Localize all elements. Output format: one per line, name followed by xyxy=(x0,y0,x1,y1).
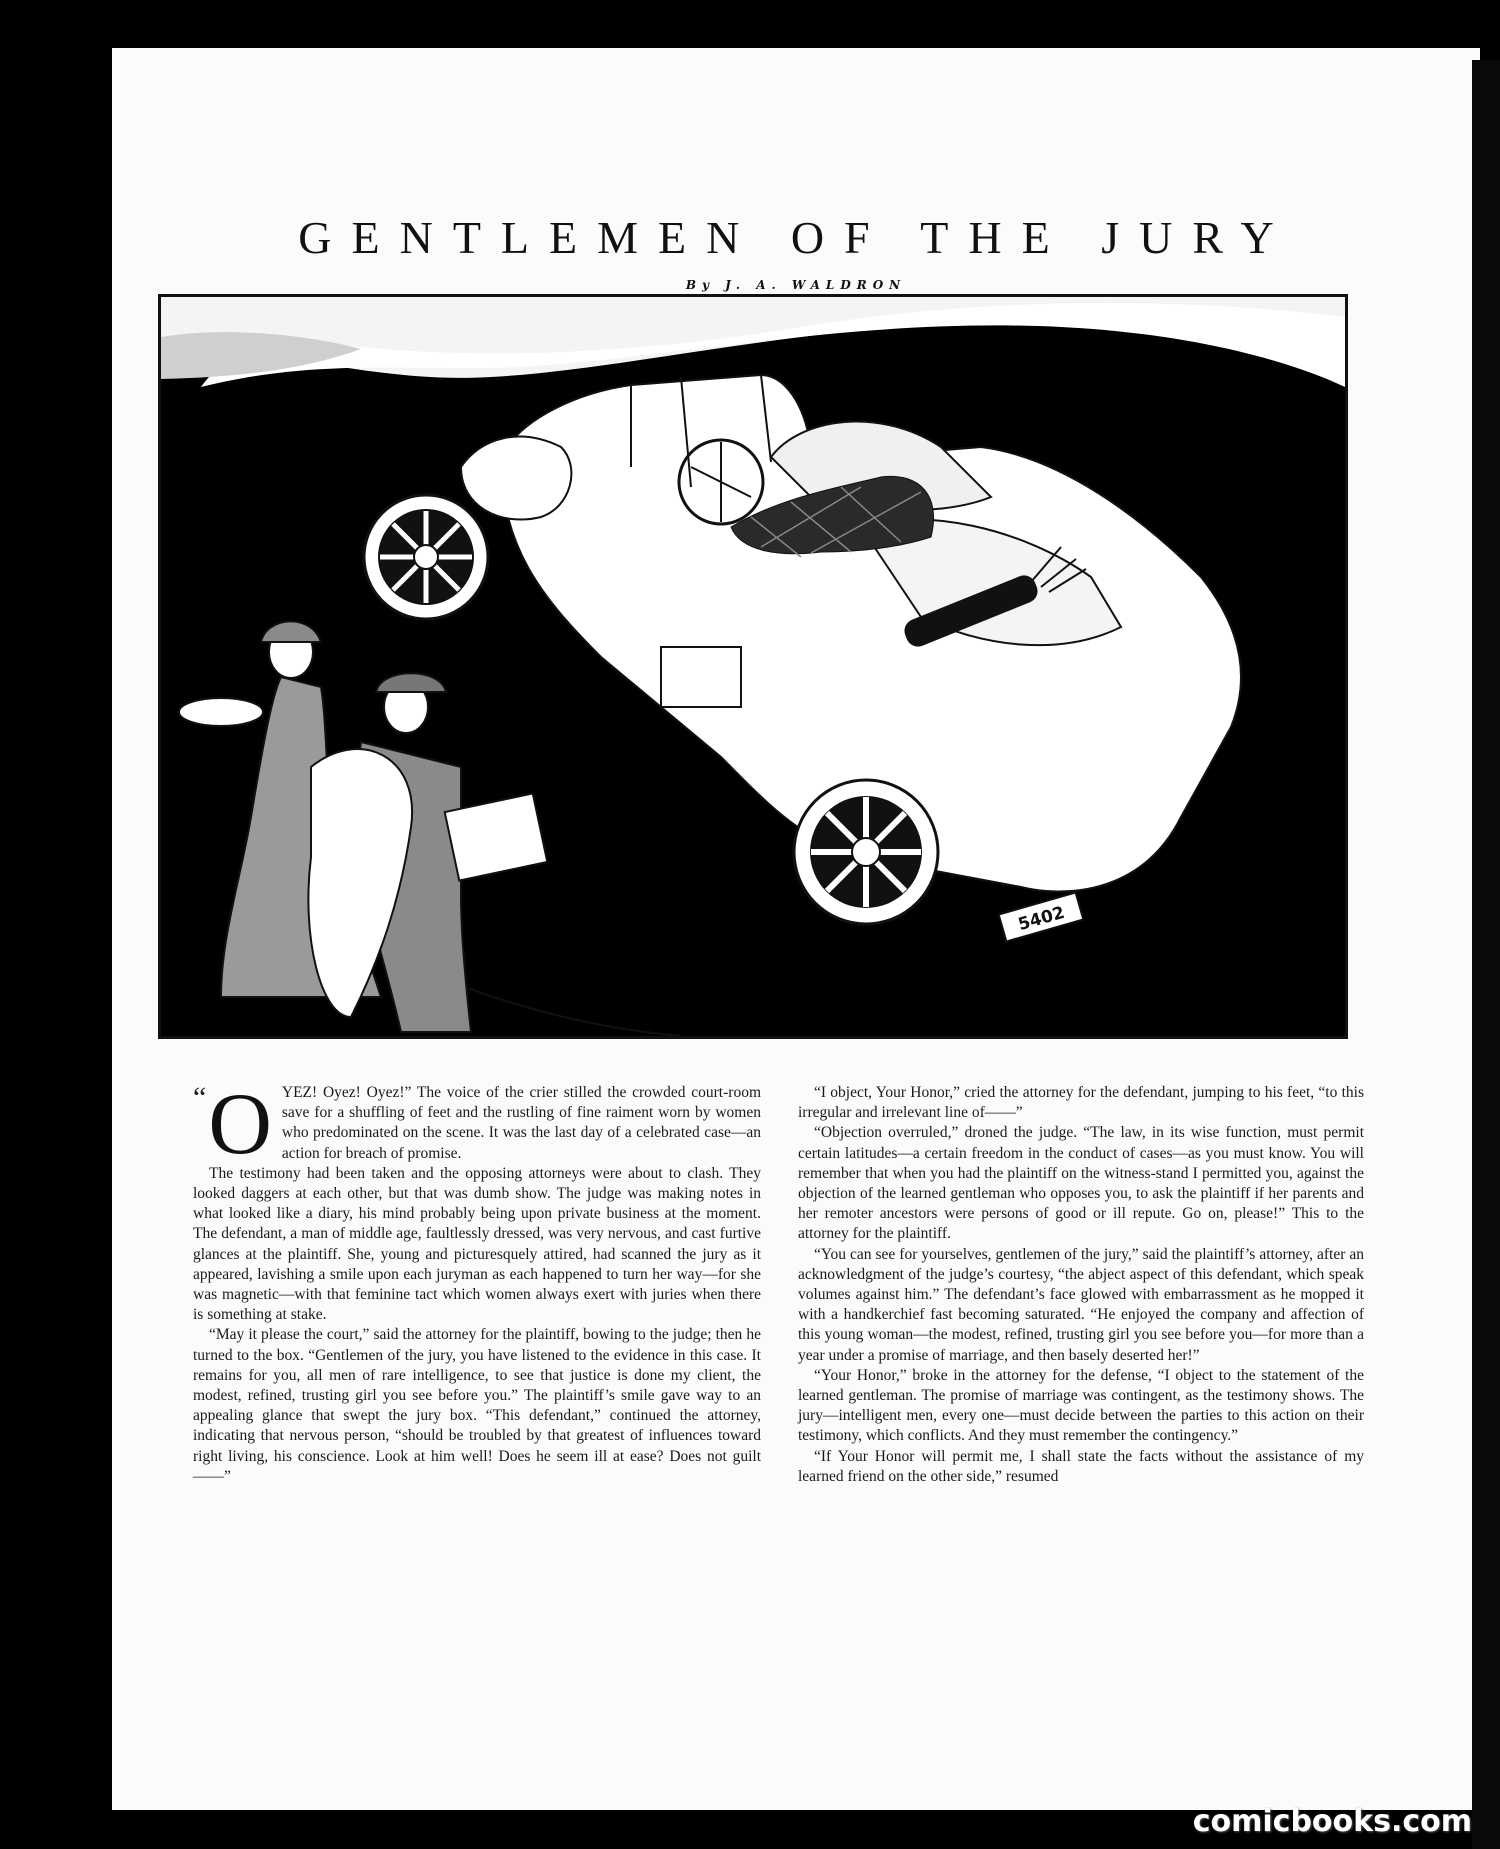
opening-quote: “ xyxy=(193,1081,207,1114)
article-paragraph: “Your Honor,” broke in the attorney for the defense, “I object to the statement of the learned gentleman. The promise of marriage was contingent, as the testimony shows. The jury—intelligent men, every one—must decide between the parties to this action on their testimony, which conflicts. And they must remember the contingency.” xyxy=(798,1366,1364,1445)
article-column-left xyxy=(193,1076,761,1487)
article-paragraph: “If Your Honor will permit me, I shall state the facts without the assistance of my learned friend on the other side,” resumed xyxy=(798,1447,1364,1485)
article-byline: By J. A. WALDRON xyxy=(685,278,907,292)
article-paragraph: “Objection overruled,” droned the judge. “The law, in its wise function, must permit certain latitudes—a certain freedom in the conduct of cases—as you must know. You will remember that when you had the plaintiff on the witness-stand I permitted you, against the objection of the learned gentleman who opposes you, to ask the plaintiff if her parents and her remoter ancestors were persons of good or ill repute. Go on, please!” This to the attorney for the plaintiff. xyxy=(798,1124,1364,1243)
article-column-right xyxy=(798,1083,1364,1487)
article-paragraph xyxy=(193,1076,761,1173)
touring-car-illustration xyxy=(158,294,1348,1039)
article-title: GENTLEMEN OF THE JURY xyxy=(298,211,1294,263)
article-paragraph: “May it please the court,” said the attorney for the plaintiff, bowing to the judge; then he turned to the box. “Gentlemen of the jury, you have listened to the evidence in this case. It remains for you, all men of rare intelligence, to see that justice is done my client, the modest, refined, trusting girl you see before you.” The plaintiff’s smile gave way to an appealing glance that swept the jury box. “This defendant,” continued the attorney, indicating that nervous person, “should be troubled by that greatest of influences toward right living, his conscience. Look at him well! Does he seem ill at ease? Does not guilt——” xyxy=(193,1326,761,1485)
illustration-art xyxy=(161,297,1345,1036)
license-plate-number: 5402 xyxy=(1016,902,1068,936)
magazine-page xyxy=(112,48,1480,1810)
page-binding-edge xyxy=(1472,60,1500,1849)
paragraph-text: YEZ! Oyez! Oyez!” The voice of the crier stilled the crowded court-room save for a shuffling of feet and the rustling of fine raiment worn by women who predominated on the scene. It was the last day of a celebrated case—an action for breach of promise. xyxy=(281,1084,761,1162)
site-watermark: comicbooks.com xyxy=(1192,1804,1472,1839)
drop-cap: O xyxy=(208,1076,272,1173)
article-paragraph: “You can see for yourselves, gentlemen of the jury,” said the plaintiff’s attorney, after an acknowledgment of the judge’s courtesy, “the abject aspect of this defendant, which speak volumes against him.” The defendant’s face glowed with embarrassment as he mopped it with a handkerchief fast becoming saturated. “He enjoyed the company and affection of this young woman—the modest, refined, trusting girl you see before you—for more than a year under a promise of marriage, and then basely deserted her!” xyxy=(798,1245,1364,1364)
article-paragraph: “I object, Your Honor,” cried the attorney for the defendant, jumping to his feet, “to this irregular and irrelevant line of——” xyxy=(798,1084,1364,1122)
article-paragraph: The testimony had been taken and the opposing attorneys were about to clash. They looked daggers at each other, but that was dumb show. The judge was making notes in what looked like a diary, his mind probably being upon private business at the moment. The defendant, a man of middle age, faultlessly dressed, was very nervous, and cast furtive glances at the plaintiff. She, young and picturesquely attired, had scanned the jury as it appeared, lavishing a smile upon each juryman as each happened to turn her way—for she was magnetic—with that feminine tact which women always exert with juries when there is something at stake. xyxy=(193,1164,761,1324)
